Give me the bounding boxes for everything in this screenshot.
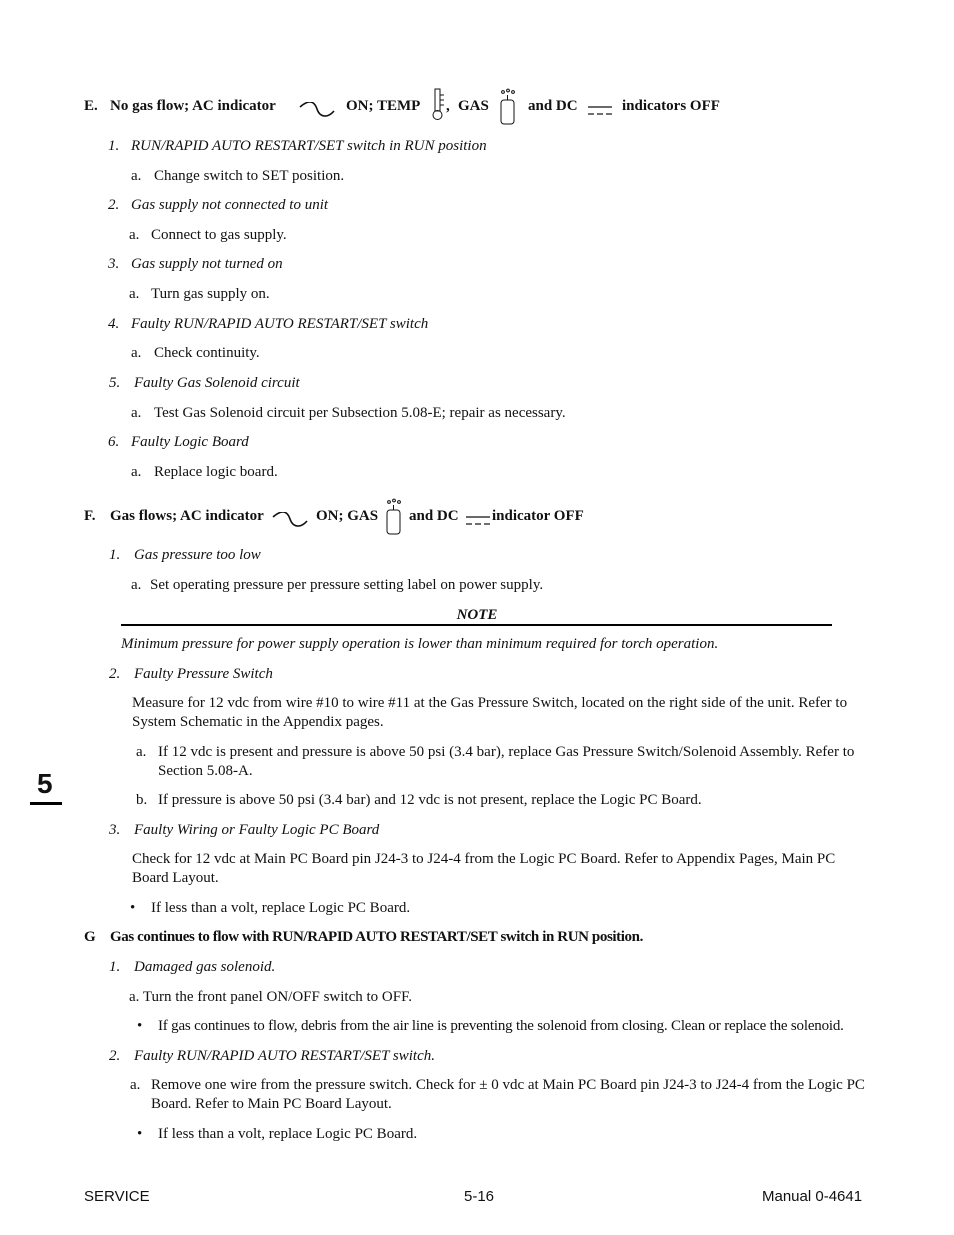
dc-symbol-icon (587, 104, 613, 116)
bullet-text: If gas continues to flow, debris from the air line is preventing the solenoid from closing. Clean or replace the solenoid. (158, 1018, 844, 1034)
section-f-heading-text-1: Gas flows; AC indicator (110, 508, 264, 524)
bullet-icon: • (137, 1126, 143, 1142)
item-number: 1. (108, 138, 120, 154)
item-number: 2. (109, 666, 121, 682)
item-title: Gas supply not turned on (131, 256, 283, 272)
paragraph: Check for 12 vdc at Main PC Board pin J24-3 to J24-4 from the Logic PC Board. Refer to Appendix Pages, Main PC Board Layout. (132, 851, 836, 886)
note-rule (121, 624, 832, 626)
item-number: 3. (109, 822, 121, 838)
item-title: Faulty RUN/RAPID AUTO RESTART/SET switch (131, 316, 429, 332)
section-f-heading-text-2: ON; GAS (316, 508, 379, 524)
sub-item-text: If pressure is above 50 psi (3.4 bar) and 12 vdc is not present, replace the Logic PC Board. (158, 792, 702, 808)
bullet-text: If less than a volt, replace Logic PC Board. (151, 900, 411, 916)
sub-item-label: a. (136, 744, 147, 760)
sub-item-label: a. (131, 168, 142, 184)
sub-item-text: Replace logic board. (154, 464, 278, 480)
bullet-text: If less than a volt, replace Logic PC Board. (158, 1126, 418, 1142)
note-label: NOTE (456, 607, 498, 623)
item-number: 1. (109, 959, 121, 975)
item-number: 4. (108, 316, 120, 332)
section-e-heading-comma: , (446, 98, 450, 114)
section-e-heading-text-3: GAS (458, 98, 489, 114)
item-title: Faulty Logic Board (131, 434, 249, 450)
item-number: 6. (108, 434, 120, 450)
section-e-heading-text-1: No gas flow; AC indicator (110, 98, 276, 114)
thermometer-icon (430, 87, 446, 123)
sub-item-text: Connect to gas supply. (151, 227, 287, 243)
dc-symbol-icon (465, 514, 491, 526)
item-number: 2. (109, 1048, 121, 1064)
section-g-heading-text: Gas continues to flow with RUN/RAPID AUTO RESTART/SET switch in RUN position. (110, 929, 643, 945)
bullet-icon: • (130, 900, 136, 916)
gas-cylinder-icon (385, 498, 403, 536)
section-f-letter: F. (84, 508, 96, 524)
manual-number: Manual 0-4641 (762, 1188, 863, 1205)
section-g-letter: G (84, 929, 96, 945)
sub-item-label: b. (136, 792, 148, 808)
sub-item-text: Check continuity. (154, 345, 260, 361)
ac-wave-icon (271, 512, 309, 528)
item-title: Gas supply not connected to unit (131, 197, 329, 213)
sub-item-label: a. (131, 464, 142, 480)
item-number: 5. (109, 375, 121, 391)
sub-item-label: a. (129, 286, 140, 302)
footer-section: SERVICE (84, 1188, 150, 1205)
section-f-heading-text-3: and DC (409, 508, 459, 524)
sub-item-label: a. (131, 577, 142, 593)
note-text: Minimum pressure for power supply operation is lower than minimum required for torch operation. (121, 636, 719, 652)
item-title: RUN/RAPID AUTO RESTART/SET switch in RUN position (131, 138, 487, 154)
sub-item-text: Change switch to SET position. (154, 168, 345, 184)
item-title: Gas pressure too low (134, 547, 261, 563)
bullet-icon: • (137, 1018, 143, 1034)
sub-item-text: Set operating pressure per pressure setting label on power supply. (150, 577, 544, 593)
item-number: 3. (108, 256, 120, 272)
page-number: 5-16 (464, 1188, 495, 1205)
section-e-heading-text-4: and DC (528, 98, 578, 114)
sub-item-label: a. (131, 405, 142, 421)
item-title: Faulty Wiring or Faulty Logic PC Board (134, 822, 380, 838)
item-number: 2. (108, 197, 120, 213)
sub-item-text: a. Turn the front panel ON/OFF switch to OFF. (129, 989, 412, 1005)
chapter-tab-rule (30, 802, 62, 805)
item-number: 1. (109, 547, 121, 563)
section-f-heading-text-4: indicator OFF (492, 508, 584, 524)
sub-item-label: a. (131, 345, 142, 361)
section-e-heading-text-5: indicators OFF (622, 98, 720, 114)
sub-item-text: Turn gas supply on. (151, 286, 270, 302)
sub-item-label: a. (130, 1077, 141, 1093)
sub-item-label: a. (129, 227, 140, 243)
item-title: Faulty Gas Solenoid circuit (134, 375, 300, 391)
item-title: Faulty RUN/RAPID AUTO RESTART/SET switch. (134, 1048, 435, 1064)
sub-item-text: Test Gas Solenoid circuit per Subsection 5.08-E; repair as necessary. (154, 405, 566, 421)
ac-wave-icon (298, 102, 336, 118)
paragraph: Measure for 12 vdc from wire #10 to wire #11 at the Gas Pressure Switch, located on the right side of the unit. Refer to System Schematic in the Appendix pages. (132, 695, 848, 730)
chapter-number: 5 (37, 768, 53, 799)
sub-item-text: Remove one wire from the pressure switch. Check for ± 0 vdc at Main PC Board pin J24-3 to J24-4 from the Logic PC Board. Refer to Main PC Board Layout. (151, 1077, 865, 1112)
sub-item-text: If 12 vdc is present and pressure is above 50 psi (3.4 bar), replace Gas Pressure Switch/Solenoid Assembly. Refer to Section 5.08-A. (158, 744, 855, 779)
section-e-heading-text-2: ON; TEMP (346, 98, 421, 114)
gas-cylinder-icon (499, 88, 517, 126)
item-title: Damaged gas solenoid. (134, 959, 276, 975)
item-title: Faulty Pressure Switch (134, 666, 273, 682)
section-e-letter: E. (84, 98, 98, 114)
